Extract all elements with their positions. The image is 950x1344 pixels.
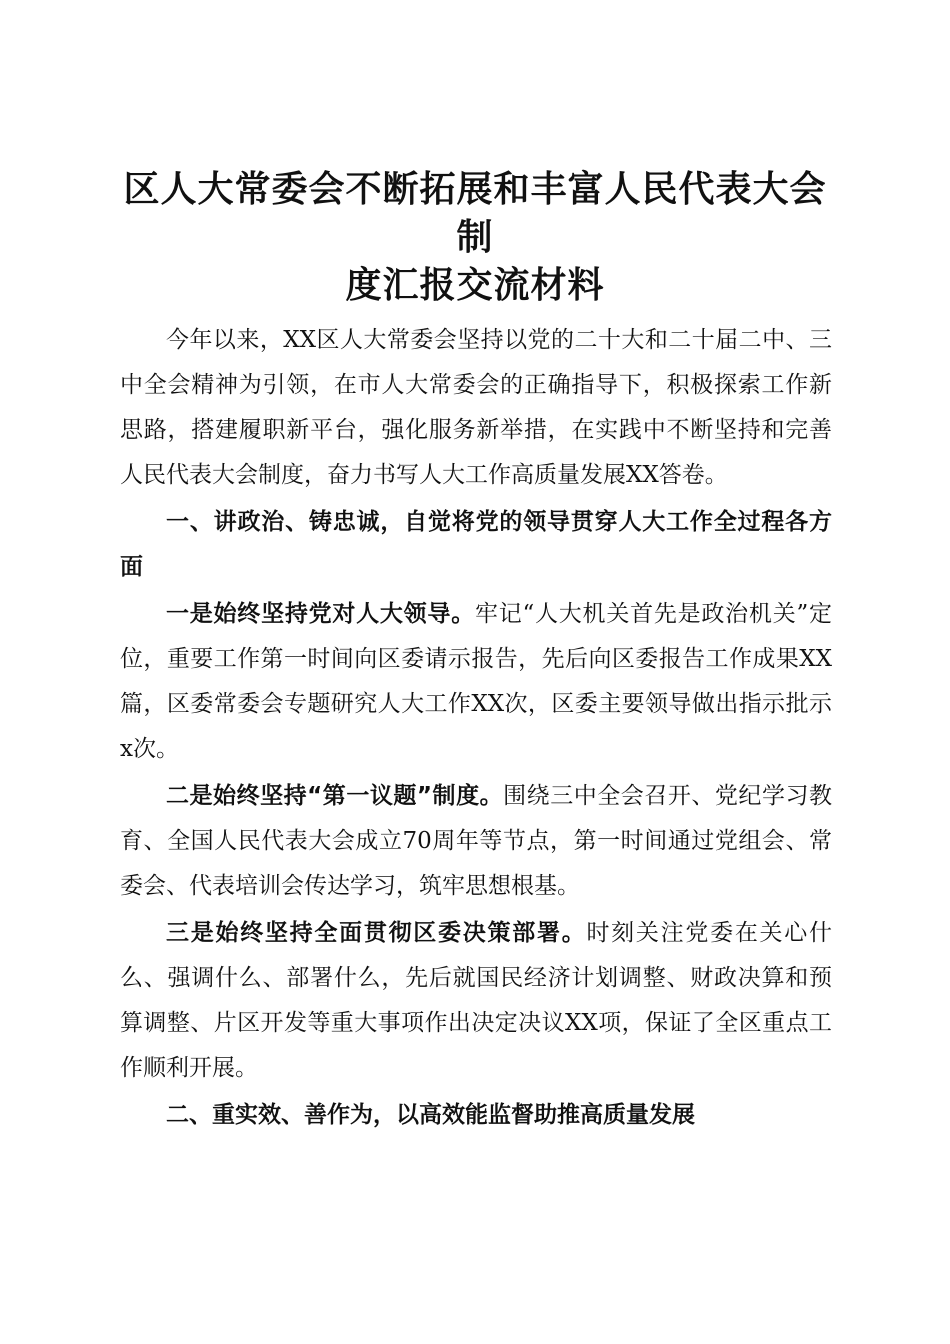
section-2-heading: 二、重实效、善作为，以高效能监督助推高质量发展: [166, 1102, 695, 1128]
item-3-text: 时刻关注党委在关心什么、强调什么、部署什么，先后就国民经济计划调整、财政决算和预算调整、片区开发等重大事项作出决定决议XX项，保证了全区重点工作顺利开展。: [120, 920, 833, 1081]
title-line-1: 区人大常委会不断拓展和丰富人民代表大会制: [123, 168, 827, 258]
intro-paragraph: 今年以来，XX区人大常委会坚持以党的二十大和二十届二中、三中全会精神为引领，在市人大常委会的正确指导下，积极探索工作新思路，搭建履职新平台，强化服务新举措，在实践中不断坚持和完善人民代表大会制度，奋力书写人大工作高质量发展XX答卷。: [120, 327, 832, 488]
item-1-paragraph: [120, 592, 832, 772]
item-2-text: 围绕三中全会召开、党纪学习教育、全国人民代表大会成立70周年等节点，第一时间通过党组会、常委会、代表培训会传达学习，筑牢思想根基。: [120, 783, 833, 899]
item-1-text: 牢记“人大机关首先是政治机关”定位，重要工作第一时间向区委请示报告，先后向区委报告工作成果XX篇，区委常委会专题研究人大工作XX次，区委主要领导做出指示批示x次。: [120, 601, 832, 762]
item-3-lead: 三是始终坚持全面贯彻区委决策部署。: [166, 920, 587, 946]
item-2-paragraph: [120, 774, 832, 909]
document-body: [120, 318, 832, 1138]
document-title: [110, 165, 840, 309]
section-1-heading: 一、讲政治、铸忠诚，自觉将党的领导贯穿人大工作全过程各方面: [120, 509, 832, 580]
item-2-lead: 二是始终坚持“第一议题”制度。: [166, 783, 504, 809]
item-1-lead: 一是始终坚持党对人大领导。: [166, 601, 475, 627]
item-3-paragraph: [120, 911, 832, 1091]
title-line-2: 度汇报交流材料: [345, 264, 605, 306]
